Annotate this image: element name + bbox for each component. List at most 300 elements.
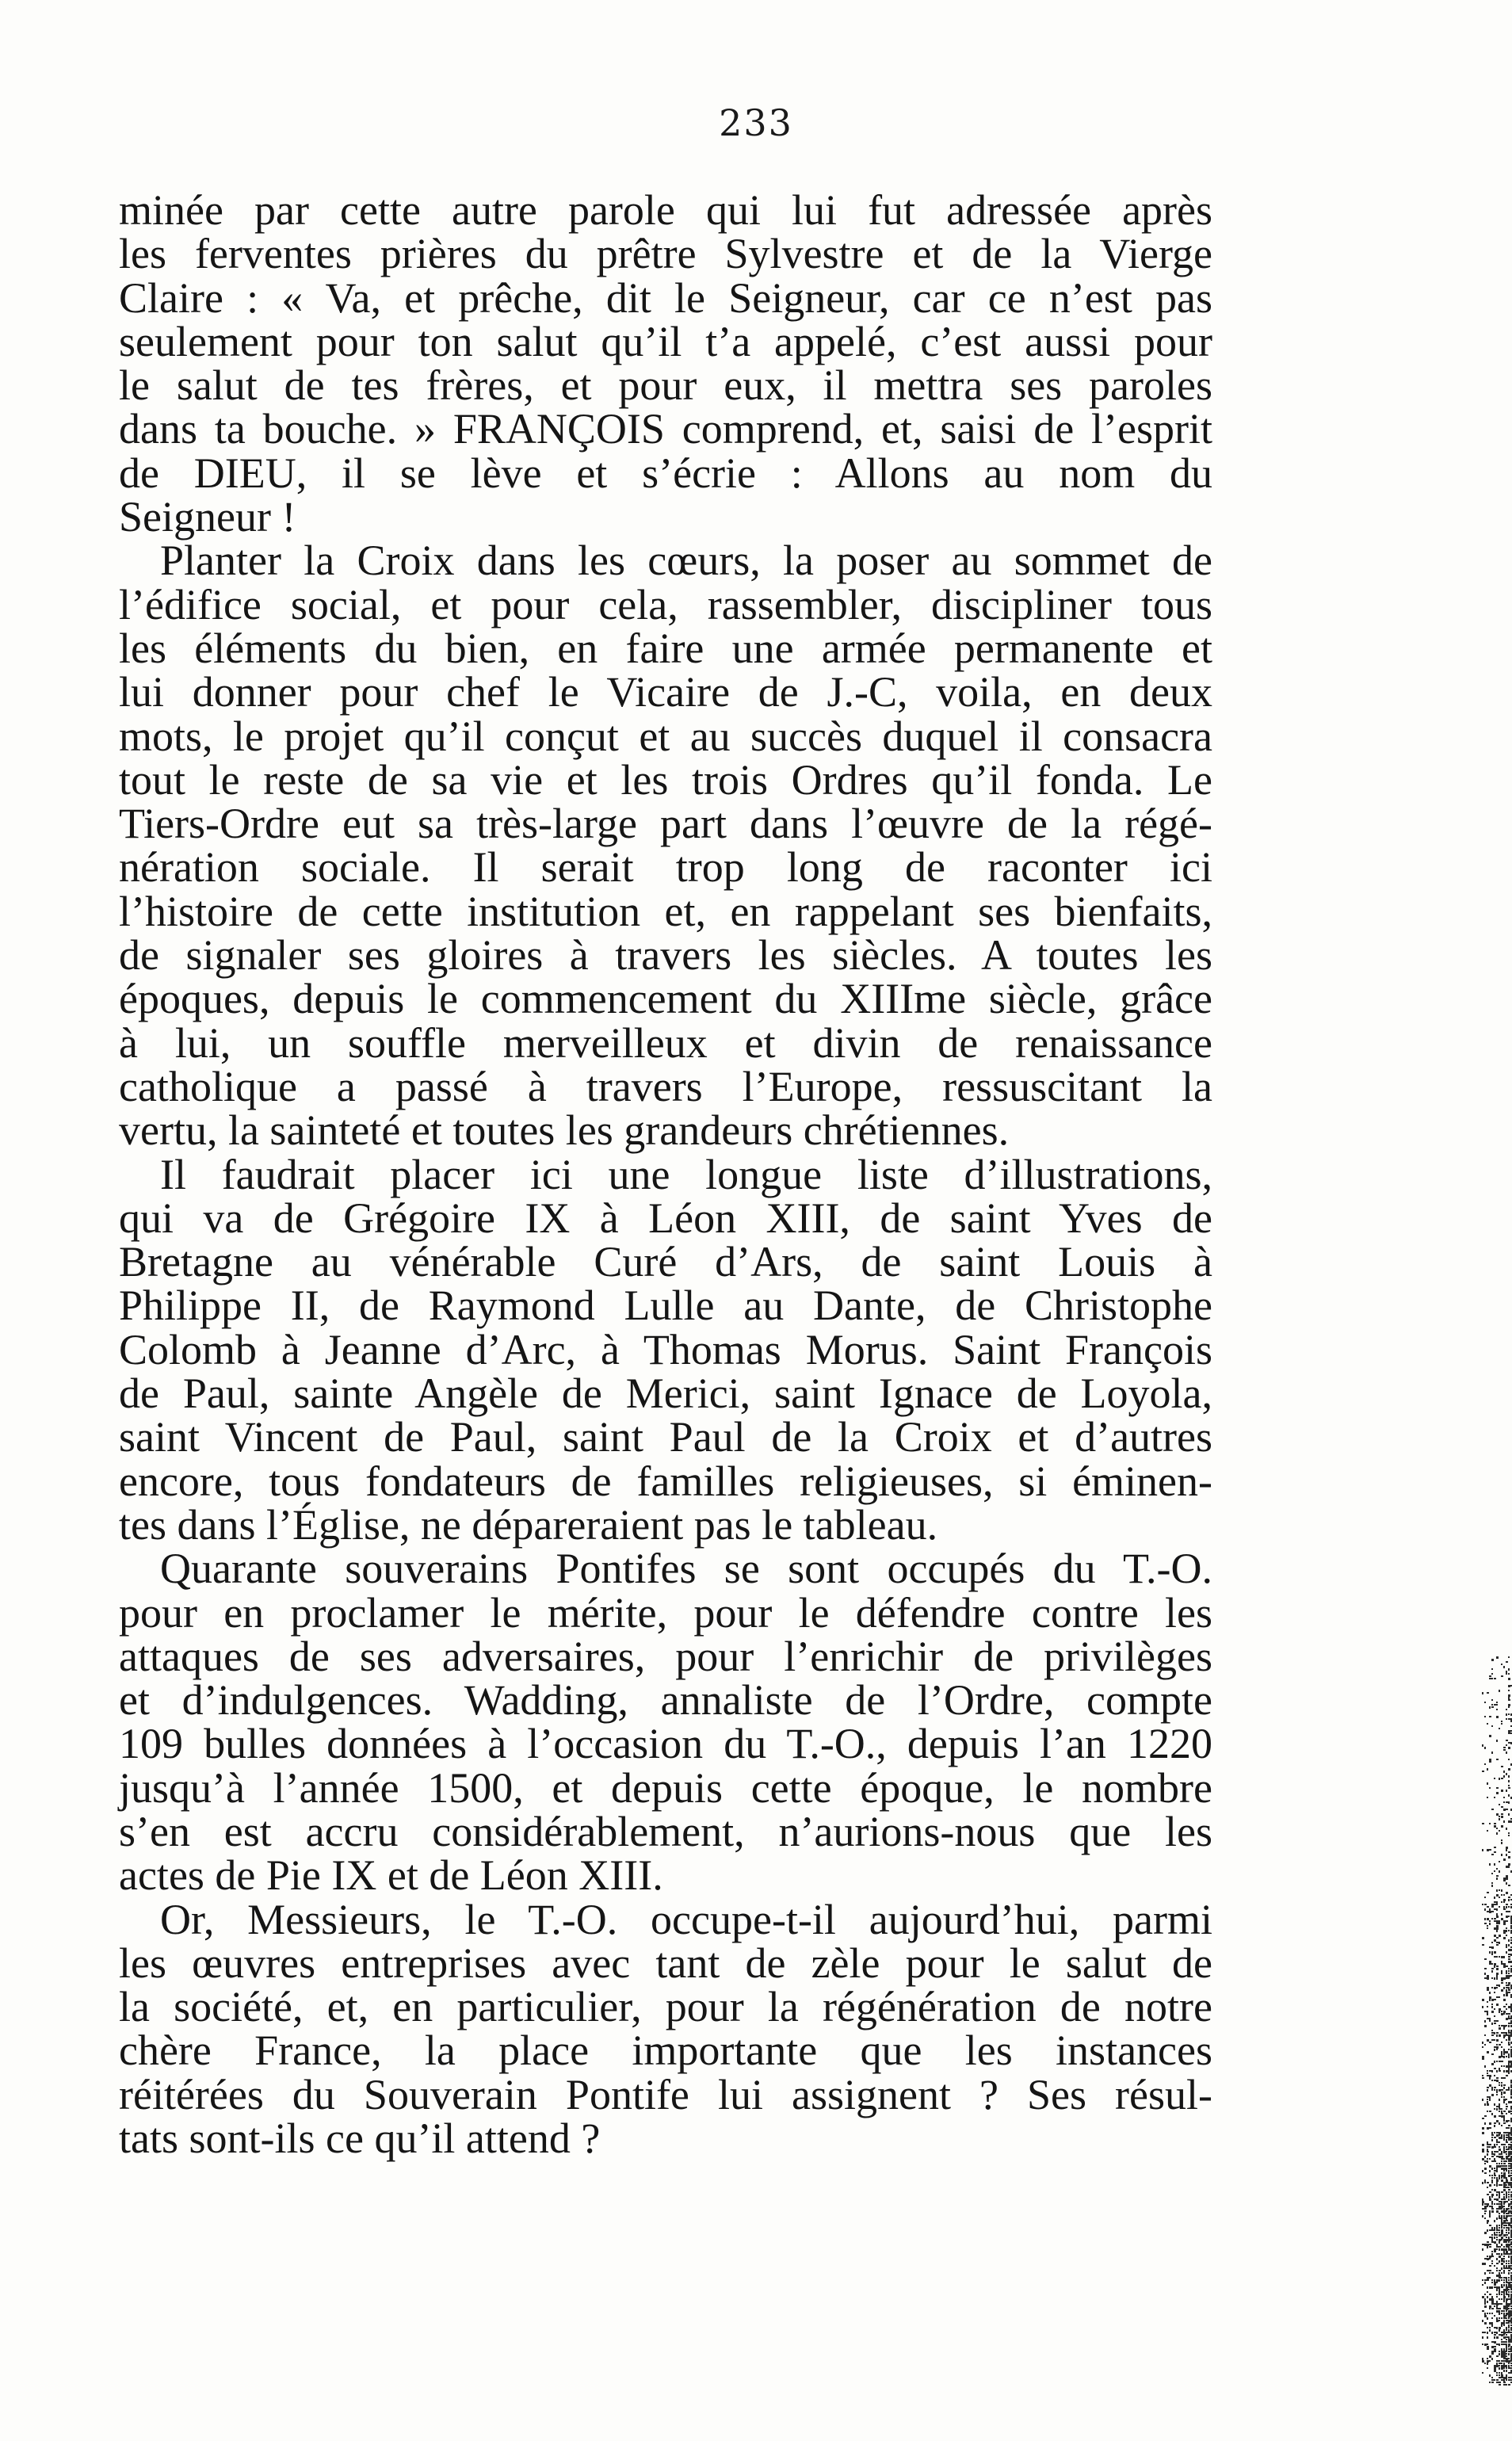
speckle-dot (1482, 2182, 1483, 2184)
speckle-dot (1496, 1956, 1498, 1958)
speckle-dot (1503, 2175, 1506, 2177)
speckle-dot (1501, 2096, 1502, 2098)
speckle-dot (1506, 1982, 1507, 1984)
speckle-dot (1496, 2208, 1499, 2210)
speckle-dot (1499, 1804, 1500, 1805)
speckle-dot (1491, 2004, 1493, 2005)
speckle-dot (1503, 2322, 1505, 2324)
speckle-dot (1508, 2194, 1510, 2195)
speckle-dot (1489, 2256, 1491, 2258)
speckle-dot (1501, 2355, 1503, 2358)
speckle-dot (1489, 2191, 1491, 2193)
speckle-dot (1494, 2229, 1495, 2231)
speckle-dot (1503, 2139, 1505, 2141)
speckle-dot (1503, 2182, 1506, 2184)
speckle-dot (1496, 2218, 1498, 2220)
speckle-dot (1508, 1813, 1510, 1816)
speckle-dot (1503, 2279, 1505, 2281)
speckle-dot (1489, 2272, 1491, 2274)
speckle-dot (1501, 2053, 1502, 2056)
speckle-dot (1496, 2270, 1498, 2271)
speckle-dot (1508, 2039, 1510, 2041)
speckle-dot (1494, 2132, 1495, 2133)
speckle-dot (1494, 2172, 1495, 2175)
speckle-dot (1494, 2115, 1496, 2118)
speckle-dot (1506, 2329, 1507, 2331)
speckle-dot (1501, 2208, 1502, 2210)
speckle-dot (1508, 2068, 1510, 2070)
speckle-dot (1503, 2308, 1506, 2309)
speckle-dot (1501, 2111, 1502, 2113)
speckle-dot (1503, 2313, 1505, 2315)
speckle-dot (1508, 2329, 1510, 2332)
speckle-dot (1508, 2253, 1510, 2255)
speckle-dot (1489, 2313, 1491, 2314)
speckle-dot (1506, 1992, 1508, 1994)
speckle-dot (1508, 2006, 1510, 2008)
speckle-dot (1508, 2313, 1510, 2315)
speckle-dot (1494, 2334, 1496, 2336)
speckle-dot (1489, 1716, 1491, 1717)
speckle-dot (1506, 2213, 1508, 2214)
speckle-dot (1484, 2020, 1486, 2023)
speckle-dot (1482, 1823, 1484, 1824)
speckle-dot (1487, 2011, 1488, 2013)
speckle-dot (1508, 2284, 1510, 2286)
speckle-dot (1503, 2353, 1506, 2355)
speckle-dot (1489, 1963, 1491, 1965)
speckle-dot (1508, 2175, 1510, 2177)
speckle-dot (1487, 2344, 1488, 2345)
speckle-dot (1499, 2034, 1501, 2037)
speckle-dot (1503, 2296, 1506, 2298)
speckle-dot (1508, 2189, 1510, 2191)
speckle-dot (1496, 2106, 1499, 2107)
speckle-dot (1508, 2087, 1510, 2089)
speckle-dot (1501, 2218, 1502, 2220)
speckle-dot (1491, 2151, 1493, 2153)
speckle-dot (1499, 1906, 1500, 1908)
speckle-dot (1484, 1908, 1486, 1911)
speckle-dot (1482, 2170, 1483, 2172)
speckle-dot (1508, 2127, 1510, 2129)
text-line: la société, et, en particulier, pour la régénération de notre (119, 1983, 1212, 2031)
speckle-dot (1494, 2279, 1495, 2282)
speckle-dot (1506, 2251, 1508, 2253)
speckle-dot (1496, 2020, 1499, 2022)
speckle-dot (1489, 1678, 1491, 1679)
speckle-dot (1487, 2089, 1488, 2091)
speckle-dot (1508, 2032, 1510, 2034)
speckle-dot (1482, 1849, 1483, 1851)
speckle-dot (1484, 2208, 1487, 2210)
speckle-dot (1506, 2165, 1507, 2167)
speckle-dot (1508, 2267, 1510, 2269)
speckle-dot (1489, 2018, 1491, 2020)
speckle-dot (1496, 2363, 1498, 2365)
speckle-dot (1487, 2241, 1489, 2243)
speckle-dot (1491, 1704, 1493, 1706)
text-line: s’en est accru considérablement, n’aurions-nous que les (119, 1807, 1212, 1855)
speckle-dot (1496, 2239, 1498, 2240)
speckle-dot (1491, 2208, 1494, 2210)
speckle-dot (1506, 1975, 1508, 1977)
speckle-dot (1496, 2301, 1498, 2303)
speckle-dot (1506, 1994, 1508, 1996)
speckle-dot (1503, 1899, 1506, 1901)
speckle-dot (1496, 2077, 1499, 2079)
speckle-dot (1491, 2382, 1494, 2383)
speckle-dot (1503, 1809, 1506, 1811)
speckle-dot (1501, 2339, 1502, 2340)
speckle-dot (1484, 1763, 1486, 1765)
speckle-dot (1487, 2111, 1488, 2112)
speckle-dot (1499, 2365, 1500, 2367)
speckle-dot (1499, 2068, 1500, 2070)
speckle-dot (1489, 1863, 1491, 1866)
speckle-dot (1496, 1908, 1498, 1911)
speckle-dot (1503, 1977, 1506, 1980)
speckle-dot (1503, 2111, 1506, 2112)
speckle-dot (1484, 2332, 1486, 2333)
speckle-dot (1491, 1942, 1493, 1943)
speckle-dot (1489, 2070, 1491, 2072)
speckle-dot (1508, 2065, 1510, 2068)
speckle-dot (1506, 2341, 1507, 2343)
speckle-dot (1499, 1942, 1500, 1944)
speckle-dot (1496, 2168, 1498, 2170)
speckle-dot (1503, 2132, 1506, 2133)
speckle-dot (1482, 2118, 1484, 2119)
speckle-dot (1506, 2089, 1508, 2091)
speckle-dot (1506, 2384, 1507, 2386)
speckle-dot (1484, 2122, 1486, 2125)
speckle-dot (1496, 1985, 1499, 1986)
speckle-dot (1501, 1980, 1503, 1981)
speckle-dot (1506, 1930, 1507, 1932)
speckle-dot (1484, 2156, 1486, 2158)
speckle-dot (1508, 1694, 1510, 1697)
speckle-dot (1506, 2370, 1507, 2372)
text-line: les œuvres entreprises avec tant de zèle pour le salut de (119, 1939, 1212, 1987)
speckle-dot (1494, 2327, 1496, 2328)
speckle-dot (1503, 2084, 1506, 2086)
speckle-dot (1491, 2251, 1493, 2252)
speckle-dot (1508, 2227, 1510, 2229)
speckle-dot (1491, 2189, 1493, 2191)
speckle-dot (1482, 2372, 1483, 2374)
speckle-dot (1491, 2201, 1493, 2203)
speckle-dot (1503, 2305, 1506, 2308)
speckle-dot (1494, 2103, 1495, 2106)
speckle-dot (1503, 1930, 1506, 1932)
speckle-dot (1491, 2358, 1493, 2360)
speckle-dot (1506, 2286, 1508, 2289)
speckle-dot (1501, 2046, 1502, 2048)
speckle-dot (1506, 1875, 1508, 1878)
speckle-dot (1508, 2061, 1510, 2063)
speckle-dot (1489, 2382, 1491, 2383)
speckle-dot (1506, 2351, 1507, 2352)
speckle-dot (1503, 1923, 1506, 1925)
speckle-dot (1506, 2294, 1508, 2295)
speckle-dot (1487, 1911, 1489, 1912)
speckle-dot (1491, 2227, 1493, 2229)
speckle-dot (1501, 1842, 1502, 1844)
speckle-dot (1494, 2305, 1495, 2307)
speckle-dot (1499, 2103, 1500, 2106)
speckle-dot (1506, 1809, 1508, 1810)
speckle-dot (1491, 1906, 1494, 1908)
speckle-dot (1496, 2263, 1499, 2264)
speckle-dot (1503, 1749, 1506, 1751)
speckle-dot (1503, 2122, 1506, 2124)
text-line: Or, Messieurs, le T.-O. occupe-t-il aujourd’hui, parmi (160, 1895, 1212, 1943)
speckle-dot (1499, 2153, 1501, 2155)
text-line: l’histoire de cette institution et, en rappelant ses bienfaits, (119, 887, 1212, 935)
speckle-dot (1489, 2144, 1491, 2145)
speckle-dot (1496, 2139, 1498, 2141)
speckle-dot (1503, 2206, 1505, 2207)
speckle-dot (1494, 2144, 1495, 2146)
speckle-dot (1503, 2208, 1505, 2210)
speckle-dot (1496, 2032, 1499, 2034)
speckle-dot (1494, 1920, 1496, 1922)
speckle-dot (1508, 1718, 1510, 1720)
speckle-dot (1484, 2315, 1487, 2317)
speckle-dot (1494, 2265, 1495, 2267)
speckle-dot (1491, 2070, 1493, 2072)
speckle-dot (1508, 2239, 1510, 2241)
speckle-dot (1506, 2218, 1507, 2220)
speckle-dot (1499, 2298, 1500, 2300)
speckle-dot (1508, 2187, 1510, 2188)
speckle-dot (1494, 1778, 1495, 1779)
speckle-dot (1508, 1975, 1510, 1977)
speckle-dot (1503, 2037, 1505, 2038)
speckle-dot (1508, 1949, 1510, 1951)
speckle-dot (1506, 2141, 1508, 2143)
speckle-dot (1501, 2277, 1502, 2279)
text-line: dans ta bouche. » FRANÇOIS comprend, et, saisi de l’esprit (119, 405, 1212, 453)
speckle-dot (1494, 1825, 1496, 1828)
scan-edge-noise (1482, 1656, 1512, 2386)
speckle-dot (1491, 2063, 1494, 2065)
speckle-dot (1508, 2320, 1510, 2322)
speckle-dot (1491, 2094, 1494, 2096)
speckle-dot (1494, 2370, 1496, 2372)
speckle-dot (1491, 2034, 1494, 2036)
speckle-dot (1503, 1901, 1505, 1903)
speckle-dot (1499, 2115, 1501, 2117)
speckle-dot (1501, 2077, 1503, 2079)
speckle-dot (1494, 1939, 1496, 1942)
speckle-dot (1491, 2286, 1493, 2289)
speckle-dot (1491, 2234, 1493, 2236)
speckle-dot (1489, 1706, 1491, 1709)
text-line: qui va de Grégoire IX à Léon XIII, de saint Yves de (119, 1194, 1212, 1242)
speckle-dot (1496, 2246, 1499, 2248)
speckle-dot (1501, 2379, 1503, 2381)
speckle-dot (1506, 1790, 1507, 1792)
speckle-dot (1491, 1999, 1494, 2001)
speckle-dot (1482, 2099, 1483, 2101)
speckle-dot (1484, 1904, 1487, 1905)
speckle-dot (1506, 2194, 1507, 2196)
speckle-dot (1506, 2132, 1508, 2133)
speckle-dot (1496, 2191, 1499, 2193)
speckle-dot (1494, 1908, 1496, 1910)
speckle-dot (1506, 1740, 1508, 1741)
speckle-dot (1501, 2177, 1502, 2179)
speckle-dot (1499, 2196, 1500, 2198)
speckle-dot (1491, 2341, 1494, 2343)
speckle-dot (1503, 2365, 1506, 2367)
speckle-dot (1508, 2367, 1510, 2369)
speckle-dot (1487, 1975, 1489, 1977)
speckle-dot (1501, 2360, 1503, 2362)
speckle-dot (1508, 2282, 1510, 2284)
speckle-dot (1501, 2374, 1503, 2377)
speckle-dot (1501, 2258, 1503, 2260)
speckle-dot (1484, 1918, 1486, 1920)
speckle-dot (1496, 2141, 1499, 2143)
speckle-dot (1499, 2384, 1501, 2386)
speckle-dot (1491, 2296, 1493, 2298)
speckle-dot (1489, 2374, 1491, 2377)
text-line: l’édifice social, et pour cela, rassembler, discipliner tous (119, 580, 1212, 628)
speckle-dot (1491, 1706, 1494, 1708)
speckle-dot (1506, 2336, 1508, 2338)
speckle-dot (1503, 2227, 1505, 2229)
speckle-dot (1489, 2096, 1491, 2099)
speckle-dot (1503, 2201, 1506, 2203)
speckle-dot (1499, 1897, 1500, 1898)
speckle-dot (1508, 1977, 1510, 1979)
speckle-dot (1506, 2282, 1508, 2283)
speckle-dot (1496, 1916, 1499, 1918)
speckle-dot (1503, 2189, 1506, 2191)
speckle-dot (1503, 1987, 1505, 1989)
speckle-dot (1487, 2160, 1488, 2163)
speckle-dot (1491, 2080, 1493, 2081)
speckle-dot (1503, 2137, 1505, 2139)
speckle-dot (1503, 1920, 1506, 1923)
speckle-dot (1508, 1944, 1510, 1946)
speckle-dot (1508, 2210, 1510, 2213)
speckle-dot (1506, 1911, 1508, 1912)
speckle-dot (1506, 2237, 1507, 2238)
text-line: mots, le projet qu’il conçut et au succès duquel il consacra (119, 712, 1212, 760)
speckle-dot (1501, 2239, 1502, 2240)
speckle-dot (1482, 1999, 1484, 2001)
speckle-dot (1508, 1678, 1510, 1680)
speckle-dot (1494, 2220, 1495, 2222)
speckle-dot (1496, 2303, 1499, 2305)
speckle-dot (1506, 1892, 1508, 1894)
speckle-dot (1506, 2265, 1507, 2267)
speckle-dot (1503, 2265, 1505, 2267)
speckle-dot (1499, 2027, 1501, 2030)
speckle-dot (1491, 1970, 1493, 1973)
speckle-dot (1503, 2360, 1506, 2362)
speckle-dot (1482, 2358, 1483, 2360)
speckle-dot (1501, 1790, 1503, 1792)
speckle-dot (1491, 2206, 1493, 2208)
speckle-dot (1506, 1673, 1507, 1675)
speckle-dot (1489, 1787, 1491, 1789)
speckle-dot (1494, 2125, 1495, 2127)
speckle-dot (1499, 1985, 1500, 1987)
speckle-dot (1487, 1768, 1488, 1771)
speckle-dot (1489, 2020, 1491, 2022)
speckle-dot (1499, 2149, 1501, 2151)
speckle-dot (1496, 2327, 1498, 2329)
speckle-dot (1491, 2194, 1494, 2196)
speckle-dot (1496, 2267, 1498, 2269)
speckle-dot (1499, 2137, 1501, 2139)
speckle-dot (1491, 2241, 1494, 2243)
speckle-dot (1508, 2163, 1510, 2164)
speckle-dot (1506, 1751, 1507, 1754)
speckle-dot (1508, 2125, 1510, 2126)
speckle-dot (1489, 2244, 1491, 2245)
speckle-dot (1508, 2153, 1510, 2156)
speckle-dot (1491, 2279, 1493, 2281)
speckle-dot (1494, 1992, 1495, 1993)
speckle-dot (1491, 1904, 1494, 1906)
speckle-dot (1503, 2053, 1505, 2055)
speckle-dot (1494, 2189, 1496, 2191)
speckle-dot (1487, 2101, 1488, 2103)
speckle-dot (1496, 1868, 1498, 1870)
speckle-dot (1508, 1930, 1510, 1931)
speckle-dot (1496, 1889, 1498, 1892)
speckle-dot (1508, 2170, 1510, 2172)
speckle-dot (1484, 2313, 1486, 2315)
speckle-dot (1482, 2046, 1483, 2048)
speckle-dot (1491, 1873, 1493, 1874)
speckle-dot (1484, 2103, 1486, 2106)
speckle-dot (1501, 2198, 1503, 2200)
speckle-dot (1508, 1851, 1510, 1853)
speckle-dot (1494, 2046, 1496, 2048)
speckle-dot (1489, 2213, 1491, 2215)
speckle-dot (1496, 2310, 1499, 2313)
speckle-dot (1501, 2286, 1503, 2288)
speckle-dot (1508, 2013, 1510, 2015)
speckle-dot (1489, 2099, 1491, 2101)
speckle-dot (1503, 1894, 1505, 1896)
speckle-dot (1496, 2232, 1498, 2233)
speckle-dot (1499, 1818, 1500, 1820)
speckle-dot (1506, 2317, 1507, 2319)
speckle-dot (1506, 1709, 1507, 1710)
speckle-dot (1491, 2030, 1493, 2031)
speckle-dot (1499, 2239, 1501, 2241)
speckle-dot (1503, 2367, 1505, 2369)
speckle-dot (1501, 2134, 1502, 2137)
speckle-dot (1506, 2225, 1507, 2226)
speckle-dot (1494, 1951, 1496, 1954)
speckle-dot (1496, 2039, 1499, 2042)
speckle-dot (1506, 2365, 1507, 2367)
speckle-dot (1501, 2163, 1502, 2164)
speckle-dot (1496, 1927, 1499, 1930)
speckle-dot (1508, 2237, 1510, 2239)
speckle-dot (1496, 2234, 1498, 2236)
speckle-dot (1491, 2308, 1494, 2309)
